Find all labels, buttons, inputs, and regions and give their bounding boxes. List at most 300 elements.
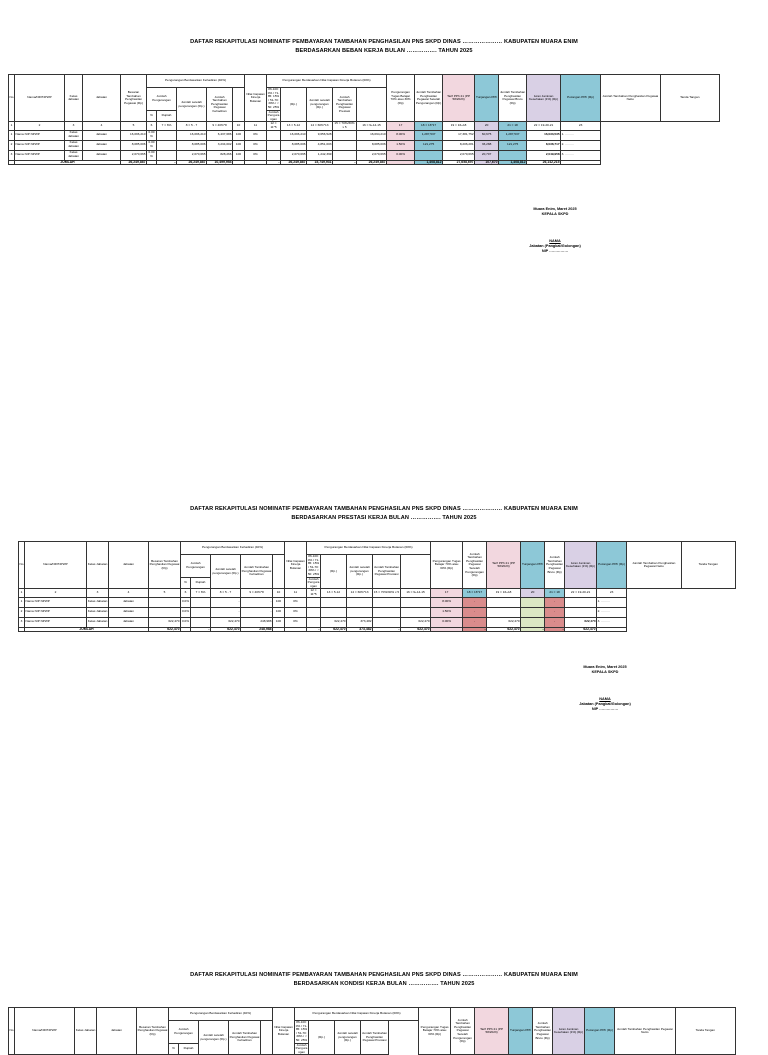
total-bruto: 622,470 [487, 627, 521, 632]
cell-besaran [149, 597, 181, 607]
total-row [9, 160, 720, 165]
col-header-tpp-prestasi: Jumlah Tambahan Penghasilan Pegawai Prestasi [333, 88, 357, 122]
cell-setelah: 16,096,210 [177, 130, 207, 140]
col-header-jabatan: Jabatan [83, 75, 121, 122]
cell-tunjangan-pph: - [463, 607, 487, 617]
column-number: 11 [245, 122, 267, 130]
col-header-jumlah-setelah2: Jumlah setelah pengurangan (Rp.) [335, 1021, 361, 1055]
cell-blank [181, 627, 191, 632]
col-header-tunjangan-pph: Tunjangan PPh [509, 1008, 533, 1055]
cell-rupiah [191, 617, 211, 627]
cell-besaran: 8,085,006 [121, 140, 147, 150]
signature-block [550, 665, 660, 712]
total-netto: 622,470 [565, 627, 597, 632]
cell-tarif-pph: 0.00% [387, 150, 415, 160]
cell-no: 2 [19, 607, 25, 617]
col-group-kinerja: Pengurangan Berdasarkan Nilai Capaian Kinerja Bulanan (60%) [295, 1008, 419, 1021]
col-header-nilai-capaian: Nilai Capaian Kinerja Bulanan [285, 542, 307, 589]
cell-nama: Nama NIP NPWP [25, 607, 87, 617]
col-header-jumlah-setelah2: Jumlah setelah pengurangan (Rp.) [307, 88, 333, 122]
cell-nilai-capaian: 100 [273, 617, 285, 627]
cell-besaran: 16,096,210 [121, 130, 147, 140]
cell-skala: 0% [245, 140, 267, 150]
col-header-pengurangan-tugas: Pengurangan Tugas Belajar 70% atau 30% (Rp) [419, 1008, 451, 1055]
col-header-bruto: Jumlah Tambahan Penghasilan Pegawai Bruto (Rp) [499, 75, 527, 122]
cell-pct: 0.00% [148, 130, 155, 139]
cell-skala: 0% [245, 130, 267, 140]
col-header-no: No [19, 542, 25, 589]
total-potongan-pph: - [545, 627, 565, 632]
col-header-nilai-capaian: Nilai Capaian Kinerja Bulanan [245, 75, 267, 122]
report-title: DAFTAR REKAPITULASI NOMINATIF PEMBAYARAN TAMBAHAN PENGHASILAN PNS SKPD DINAS ………………… KABUPATEN MUARA ENIM [190, 972, 578, 978]
total-tunjangan-pph: 1,408,812 [415, 160, 443, 165]
cell-tunjangan-pph [415, 150, 443, 160]
cell-tpp-setelah: 622,470 [401, 617, 431, 627]
total-iuran-jkn: 107,670 [475, 160, 499, 165]
col-header-skala: 86-100: 0% / 71-85: 15% / 51-70: 30% / < 50: 25% [307, 554, 320, 576]
column-number: 2 [15, 122, 65, 130]
total-tpp-setelah: 26,249,887 [357, 160, 387, 165]
col-group-kehadiran: Pengurangan Berdasarkan Kehadiran (40%) [147, 75, 245, 88]
col-header-nama: Nama/NIP/NPWP [15, 75, 65, 122]
total-tpp-kehadiran: 10,499,954 [207, 160, 233, 165]
col-header-skala: 86-100: 0% / 71-85: 15% / 51-70: 30% / < 50: 25% [295, 1020, 308, 1042]
rekap-table-prestasi-kerja [18, 541, 736, 632]
cell-kelas: Kelas Jabatan [87, 617, 109, 627]
col-header-rupiah: Rupiah [179, 1043, 199, 1055]
cell-setelah: 8,085,006 [177, 140, 207, 150]
column-number: 5 [121, 122, 147, 130]
cell-rp [267, 130, 281, 140]
cell-potongan-pph: - [545, 597, 565, 607]
cell-bruto: 2,070,665 [443, 150, 475, 160]
total-rupiah: - [157, 160, 177, 165]
cell-tpp-prestasi [347, 597, 373, 607]
table-row [19, 617, 736, 627]
column-number: 13 = 5-12 [321, 589, 347, 597]
cell-rp [307, 597, 321, 607]
total-iuran-jkn: - [521, 627, 545, 632]
header-row [9, 75, 720, 88]
col-header-netto: Jumlah Tambahan Penghasilan Pegawai Netto [615, 1008, 675, 1055]
column-number: 18 = 16*17 [463, 589, 487, 597]
column-number-row [9, 122, 720, 130]
col-header-netto: Jumlah Tambahan Penghasilan Pegawai Netto [627, 542, 681, 589]
table-row [9, 150, 720, 160]
column-number: 12 = 11*5 [307, 589, 321, 597]
col-header-tarif-pph: Tarif PPh 21 (PP 58/2023) [443, 75, 475, 122]
cell-tunjangan-pph: - [463, 597, 487, 607]
cell-setelah: 622,470 [211, 617, 241, 627]
col-header-besaran: Besaran Tambahan Penghasilan Pegawai (Rp) [137, 1008, 169, 1055]
cell-iuran-jkn [521, 617, 545, 627]
col-header-iuran-jkn: Iuran Jaminan Kesehatan (1%) (Rp) [565, 542, 597, 589]
col-header-jabatan: Jabatan [109, 542, 149, 589]
cell-blank [561, 160, 601, 165]
column-number: 9 = 40%*8 [207, 122, 233, 130]
cell-netto: 16,033,535 [527, 130, 561, 140]
report-subtitle: BERDASARKAN BEBAN KERJA BULAN ……………. TAHUN 2025 [295, 48, 473, 54]
cell-pct: 0.00% [148, 140, 155, 149]
cell-potongan-pph: 121,275 [499, 140, 527, 150]
cell-tpp-prestasi: 373,482 [347, 617, 373, 627]
col-group-kehadiran: Pengurangan Berdasarkan Kehadiran (40%) [169, 1008, 273, 1021]
cell-setelah2 [321, 607, 347, 617]
col-header-blank [261, 1021, 273, 1055]
column-number: 2 [25, 589, 87, 597]
cell-besaran: 2,070,665 [121, 150, 147, 160]
report-section-prestasi-kerja [0, 505, 768, 523]
cell-tarif-pph: 8.00% [431, 597, 463, 607]
col-header-kelas: Kelas Jabatan [65, 75, 83, 122]
rekap-table-beban-kerja [8, 74, 720, 165]
report-title: DAFTAR REKAPITULASI NOMINATIF PEMBAYARAN TAMBAHAN PENGHASILAN PNS SKPD DINAS ………………… KABUPATEN MUARA ENIM [190, 506, 578, 512]
column-number: 9 = 40%*8 [241, 589, 273, 597]
column-number: 21 = 18 [545, 589, 565, 597]
signature-place-date: Muara Enim, Maret 2025 [583, 665, 627, 669]
total-setelah2: 622,470 [321, 627, 347, 632]
col-header-blank [233, 88, 245, 122]
report-subtitle: BERDASARKAN PRESTASI KERJA BULAN ……………. TAHUN 2025 [291, 515, 477, 521]
cell-bruto: 622,470 [487, 617, 521, 627]
cell-pct: 0.00% [148, 150, 155, 159]
cell-rupiah [157, 130, 177, 140]
column-number: 7 = 6% [157, 122, 177, 130]
cell-tpp-setelah: 16,094,210 [357, 130, 387, 140]
col-header-jumlah-pengurangan2: Jumlah Pengurangan [295, 1042, 308, 1054]
total-tpp-setelah: 622,470 [401, 627, 431, 632]
cell-nama: Nama NIP NPWP [15, 150, 65, 160]
cell-rp [267, 150, 281, 160]
cell-tpp-prestasi: 4,851,003 [307, 140, 333, 150]
cell-tunjangan-pph: - [463, 617, 487, 627]
cell-rupiah [157, 150, 177, 160]
cell-tanda-tangan: 1. ……… [561, 130, 601, 140]
column-number: 1 [19, 589, 25, 597]
cell-blank [387, 160, 415, 165]
cell-tpp-setelah: 2,070,665 [357, 150, 387, 160]
col-header-jumlah-setelah: Jumlah Tambahan Penghasilan Pegawai Setelah Pengurangan (Rp) [415, 75, 443, 122]
col-header-jumlah-pengurangan: Jumlah Pengurangan [169, 1021, 199, 1044]
cell-no: 3 [19, 617, 25, 627]
total-tpp-prestasi: 373,482 [347, 627, 373, 632]
cell-iuran-jkn [521, 597, 545, 607]
report-section-kondisi-kerja [0, 971, 768, 989]
cell-pengurangan-tugas [373, 597, 401, 607]
cell-nilai-capaian: 100 [273, 597, 285, 607]
col-header-pengurangan-tugas: Pengurangan Tugas Belajar 70% atau 30% (Rp) [431, 542, 463, 589]
cell-tpp-setelah: 8,085,006 [357, 140, 387, 150]
col-header-no: No [9, 75, 15, 122]
total-pengurangan-tugas: - [373, 627, 401, 632]
total-rp: - [307, 627, 321, 632]
col-group-kinerja: Pengurangan Berdasarkan Nilai Capaian Kinerja Bulanan (60%) [267, 75, 387, 88]
signature-nip: NIP …………… [541, 249, 569, 253]
cell-rp [307, 617, 321, 627]
cell-tpp-kehadiran: 248,988 [241, 617, 273, 627]
col-header-tpp-kehadiran: Jumlah Tambahan Penghasilan Pegawai Kehadiran [241, 555, 273, 589]
col-header-kelas: Kelas Jabatan [87, 542, 109, 589]
cell-blank [285, 627, 307, 632]
cell-rp [307, 607, 321, 617]
cell-setelah2 [321, 597, 347, 607]
column-number: 17 [431, 589, 463, 597]
cell-besaran: 622,470 [149, 617, 181, 627]
cell-bruto: 17,381,752 [443, 130, 475, 140]
cell-tanda-tangan: 3. ……… [597, 617, 627, 627]
col-header-pct: % [169, 1043, 179, 1055]
cell-rupiah [191, 607, 211, 617]
column-number: 3 [65, 122, 83, 130]
cell-tpp-kehadiran: 828,266 [207, 150, 233, 160]
column-number: 20 [475, 122, 499, 130]
column-number: 16 = 9+14-15 [401, 589, 431, 597]
column-number: 5 [149, 589, 181, 597]
cell-nilai-capaian: 100 [273, 607, 285, 617]
cell-iuran-jkn: 60,675 [475, 130, 499, 140]
column-number: 17 [387, 122, 415, 130]
cell-no: 2 [9, 140, 15, 150]
cell-pct: 0.0% [181, 617, 191, 627]
col-header-nama: Nama/NIP/NPWP [15, 1008, 75, 1055]
col-header-jumlah-setelah: Jumlah Tambahan Penghasilan Pegawai Setelah Pengurangan (Rp) [463, 542, 487, 589]
total-rupiah: - [191, 627, 211, 632]
cell-netto: 622,470 [565, 617, 597, 627]
column-number: 20 [521, 589, 545, 597]
cell-rupiah [191, 597, 211, 607]
report-section-beban-kerja [0, 38, 768, 56]
cell-no: 3 [9, 150, 15, 160]
col-header-rupiah: Rupiah [191, 577, 211, 589]
col-header-jabatan: Jabatan [97, 1008, 137, 1055]
cell-blank [147, 160, 157, 165]
table-row [9, 130, 720, 140]
cell-netto [565, 607, 597, 617]
column-number: 10 [273, 589, 285, 597]
column-number: 19 = 16+18 [487, 589, 521, 597]
signature-place-date: Muara Enim, Maret 2025 [533, 207, 577, 211]
signature-rank: Jabatan (Pangkat/Golongan) [579, 702, 631, 706]
cell-tunjangan-pph: 1,287,537 [415, 130, 443, 140]
total-row [19, 627, 736, 632]
column-number: 22 = 19-20-21 [527, 122, 561, 130]
col-group-kehadiran: Pengurangan Berdasarkan Kehadiran (40%) [181, 542, 285, 555]
total-label: JUMLAH [25, 627, 149, 632]
cell-setelah2: 16,096,210 [281, 130, 307, 140]
col-header-potongan-pph: Potongan PPh (Rp) [597, 542, 627, 589]
col-header-jumlah-setelah: Jumlah Tambahan Penghasilan Pegawai Setelah Pengurangan (Rp) [451, 1008, 475, 1055]
cell-blank [597, 627, 627, 632]
col-header-pengurangan-tugas: Pengurangan Tugas Belajar 70% atau 30% (Rp) [387, 75, 415, 122]
col-header-skala: 86-100: 0% / 71-85: 15% / 51-70: 30% / < 50: 25% [267, 87, 280, 109]
cell-nilai-capaian: 100 [233, 130, 245, 140]
col-header-iuran-jkn: Iuran Jaminan Kesehatan (1%) (Rp) [553, 1008, 585, 1055]
column-number: 14 = 60%*13 [307, 122, 333, 130]
column-number: 21 = 18 [499, 122, 527, 130]
cell-setelah2: 622,470 [321, 617, 347, 627]
cell-tanda-tangan: 2. ……… [597, 607, 627, 617]
col-header-tunjangan-pph: Tunjangan PPh [475, 75, 499, 122]
col-header-tpp-prestasi: Jumlah Tambahan Penghasilan Pegawai Prestasi [361, 1021, 389, 1055]
col-header-potongan-pph: Potongan PPh (Rp) [585, 1008, 615, 1055]
cell-bruto [487, 607, 521, 617]
cell-tunjangan-pph: 121,275 [415, 140, 443, 150]
cell-tarif-pph: 0.00% [431, 617, 463, 627]
cell-nama: Nama NIP NPWP [15, 130, 65, 140]
col-header-blank [273, 555, 285, 589]
total-label: JUMLAH [15, 160, 121, 165]
signature-role: KEPALA SKPD [591, 670, 619, 674]
column-number: 13 = 5-12 [281, 122, 307, 130]
col-header-jumlah-setelah: Jumlah setelah pengurangan (Rp.) [211, 555, 241, 589]
column-number: 6 [181, 589, 191, 597]
cell-setelah: - [211, 597, 241, 607]
column-number: 22 = 19-20-21 [565, 589, 597, 597]
col-header-tunjangan-pph: Tunjangan PPh [521, 542, 545, 589]
col-header-jumlah-pengurangan: Jumlah Pengurangan [147, 88, 177, 111]
cell-tpp-kehadiran: 3,234,002 [207, 140, 233, 150]
column-number: 23 [597, 589, 627, 597]
total-setelah: 26,249,887 [177, 160, 207, 165]
col-header-rupiah: Rupiah [157, 110, 177, 122]
cell-tpp-prestasi [347, 607, 373, 617]
cell-iuran-jkn [521, 607, 545, 617]
column-number: 10 [233, 122, 245, 130]
column-number: 15 = 70%/30% x 5 [334, 121, 355, 129]
rekap-table-kondisi-kerja [8, 1007, 736, 1055]
signature-role: KEPALA SKPD [541, 212, 569, 216]
column-number: 12 = 11*5 [267, 122, 281, 130]
cell-tanda-tangan: 3. ……… [561, 150, 601, 160]
cell-potongan-pph: - [545, 617, 565, 627]
column-number: 8 = 5 - 7 [177, 122, 207, 130]
col-header-rp: (Rp.) [309, 1021, 335, 1055]
column-number: 1 [9, 122, 15, 130]
cell-skala: 0% [245, 150, 267, 160]
column-number: 11 [285, 589, 307, 597]
total-setelah: 622,470 [211, 627, 241, 632]
cell-potongan-pph: 1,287,537 [499, 130, 527, 140]
cell-rp [267, 140, 281, 150]
total-potongan-pph: 1,408,812 [499, 160, 527, 165]
col-header-tarif-pph: Tarif PPh 21 (PP 58/2023) [487, 542, 521, 589]
total-besaran: 622,470 [149, 627, 181, 632]
cell-pengurangan-tugas [333, 140, 357, 150]
column-number: 3 [87, 589, 109, 597]
cell-jabatan: Jabatan [109, 607, 149, 617]
cell-bruto [487, 597, 521, 607]
cell-tpp-kehadiran: - [241, 597, 273, 607]
cell-kelas: Kelas Jabatan [65, 140, 83, 150]
cell-blank [245, 160, 267, 165]
cell-jabatan: Jabatan [109, 597, 149, 607]
total-tunjangan-pph: - [463, 627, 487, 632]
col-header-kelas: Kelas Jabatan [75, 1008, 97, 1055]
col-group-kinerja: Pengurangan Berdasarkan Nilai Capaian Kinerja Bulanan (60%) [307, 542, 431, 555]
col-header-nilai-capaian: Nilai Capaian Kinerja Bulanan [273, 1008, 295, 1055]
cell-tpp-setelah [401, 597, 431, 607]
cell-pct: 0.0% [181, 607, 191, 617]
table-row [9, 140, 720, 150]
column-number: 4 [83, 122, 121, 130]
cell-netto: 8,038,717 [527, 140, 561, 150]
cell-setelah: 2,070,665 [177, 150, 207, 160]
column-number: 7 = 6% [191, 589, 211, 597]
cell-jabatan: Jabatan [83, 150, 121, 160]
total-setelah2: 26,249,887 [281, 160, 307, 165]
col-header-jumlah-setelah2: Jumlah setelah pengurangan (Rp.) [347, 555, 373, 589]
cell-pct: 0.0% [181, 597, 191, 607]
col-header-rp: (Rp.) [281, 88, 307, 122]
cell-kelas: Kelas Jabatan [65, 150, 83, 160]
col-header-bruto: Jumlah Tambahan Penghasilan Pegawai Bruto (Rp) [545, 542, 565, 589]
col-header-pct: % [147, 110, 157, 122]
col-header-tpp-kehadiran: Jumlah Tambahan Penghasilan Pegawai Kehadiran [207, 88, 233, 122]
cell-jabatan: Jabatan [83, 140, 121, 150]
col-header-iuran-jkn: Iuran Jaminan Kesehatan (1%) (Rp) [527, 75, 561, 122]
signature-block [500, 207, 610, 254]
cell-tarif-pph: 1.50% [431, 607, 463, 617]
signature-nip: NIP …………… [591, 707, 619, 711]
cell-tpp-prestasi: 9,656,528 [307, 130, 333, 140]
cell-blank [233, 160, 245, 165]
col-header-besaran: Besaran Tambahan Penghasilan Pegawai (Rp) [121, 75, 147, 122]
cell-besaran [149, 607, 181, 617]
cell-blank [273, 627, 285, 632]
column-number: 23 [561, 122, 601, 130]
col-header-nama: Nama/NIP/NPWP [25, 542, 87, 589]
column-number: 8 = 5 - 7 [211, 589, 241, 597]
total-tpp-prestasi: 15,749,931 [307, 160, 333, 165]
cell-nama: Nama NIP NPWP [15, 140, 65, 150]
cell-potongan-pph: - [545, 607, 565, 617]
column-number: 19 = 16+18 [443, 122, 475, 130]
cell-nilai-capaian: 100 [233, 150, 245, 160]
col-header-tpp-kehadiran: Jumlah Tambahan Penghasilan Pegawai Kehadiran [229, 1021, 261, 1055]
col-header-pct: % [181, 577, 191, 589]
col-header-potongan-pph: Potongan PPh (Rp) [561, 75, 601, 122]
cell-tpp-prestasi: 1,242,399 [307, 150, 333, 160]
column-number-row [19, 589, 736, 597]
cell-kelas: Kelas Jabatan [65, 130, 83, 140]
cell-netto [565, 597, 597, 607]
cell-iuran-jkn: 20,707 [475, 150, 499, 160]
report-title: DAFTAR REKAPITULASI NOMINATIF PEMBAYARAN TAMBAHAN PENGHASILAN PNS SKPD DINAS ………………… KABUPATEN MUARA ENIM [190, 39, 578, 45]
col-header-jumlah-setelah: Jumlah setelah pengurangan (Rp.) [199, 1021, 229, 1055]
cell-no: 1 [9, 130, 15, 140]
cell-jabatan: Jabatan [83, 130, 121, 140]
table-row [19, 597, 736, 607]
col-header-tarif-pph: Tarif PPh 21 (PP 58/2023) [475, 1008, 509, 1055]
total-pengurangan-tugas: - [333, 160, 357, 165]
cell-tanda-tangan: 1. ……… [597, 597, 627, 607]
column-number: 16 = 9+14-15 [357, 122, 387, 130]
col-header-tanda-tangan: Tanda Tangan [681, 542, 735, 589]
cell-skala: 0% [285, 597, 307, 607]
cell-bruto: 8,206,281 [443, 140, 475, 150]
column-number: 14 = 60%*13 [347, 589, 373, 597]
col-header-besaran: Besaran Tambahan Penghasilan Pegawai (Rp) [149, 542, 181, 589]
cell-setelah: - [211, 607, 241, 617]
cell-nama: Nama NIP NPWP [25, 617, 87, 627]
col-header-tanda-tangan: Tanda Tangan [675, 1008, 735, 1055]
cell-blank [431, 627, 463, 632]
cell-jabatan: Jabatan [109, 617, 149, 627]
col-header-bruto: Jumlah Tambahan Penghasilan Pegawai Bruto (Rp) [533, 1008, 553, 1055]
signature-name: NAMA [549, 239, 561, 243]
cell-tarif-pph: 8.00% [387, 130, 415, 140]
col-header-jumlah-pengurangan: Jumlah Pengurangan [181, 555, 211, 578]
